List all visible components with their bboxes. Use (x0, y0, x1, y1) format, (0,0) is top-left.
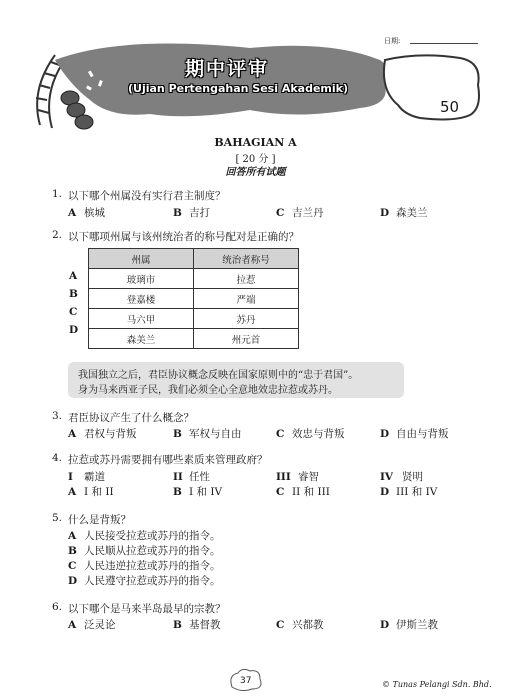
option-d[interactable]: D 人民遵守拉惹或苏丹的指令。 (68, 575, 221, 587)
state-ruler-table (88, 248, 299, 349)
option-c[interactable]: C 吉兰丹 (276, 207, 324, 219)
table-cell: 玻璃市 (89, 269, 194, 289)
score-bubble (384, 55, 479, 119)
stimulus-text: 我国独立之后，君臣协议概念反映在国家原则中的“忠于君国”。 (78, 370, 359, 381)
table-cell: 州元首 (194, 329, 299, 349)
section-marks: [ 20 分 ] (235, 154, 276, 165)
option-a[interactable]: A 泛灵论 (68, 619, 116, 631)
table-header-row (89, 249, 299, 269)
question-number: 6. (52, 601, 63, 613)
table-header: 统治者称号 (194, 249, 299, 269)
statement-item: II 任性 (173, 471, 210, 483)
option-c[interactable]: C 兴都教 (276, 619, 324, 631)
question-number: 3. (52, 410, 63, 422)
option-c[interactable]: C 效忠与背叛 (276, 428, 345, 440)
question-text: 什么是背叛？ (68, 514, 131, 526)
table-row (89, 269, 299, 289)
table-row (89, 309, 299, 329)
option-a[interactable]: A (69, 270, 78, 282)
statement-item: I 霸道 (68, 471, 105, 483)
section-title: BAHAGIAN A (214, 136, 297, 149)
table-header: 州属 (89, 249, 194, 269)
table-cell: 森美兰 (89, 329, 194, 349)
table-cell: 严端 (194, 289, 299, 309)
question-text: 以下哪个是马来半岛最早的宗教？ (68, 603, 226, 615)
option-d[interactable]: D III 和 IV (380, 486, 438, 498)
option-d[interactable]: D (69, 324, 79, 336)
option-b[interactable]: B 吉打 (173, 207, 210, 219)
question-text: 以下哪项州属与该州统治者的称号配对是正确的？ (68, 231, 299, 243)
copyright: © Tunas Pelangi Sdn. Bhd. (382, 680, 492, 689)
stimulus-box (68, 362, 404, 398)
table-cell: 拉惹 (194, 269, 299, 289)
stimulus-text: 身为马来西亚子民，我们必须全心全意地效忠拉惹或苏丹。 (78, 385, 338, 396)
table-cell: 马六甲 (89, 309, 194, 329)
option-a[interactable]: A 君权与背叛 (68, 428, 137, 440)
option-a[interactable]: A 槟城 (68, 207, 105, 219)
table-row (89, 289, 299, 309)
option-d[interactable]: D 自由与背叛 (380, 428, 449, 440)
page-subtitle: (Ujian Pertengahan Sesi Akademik) (128, 82, 348, 95)
option-d[interactable]: D 森美兰 (380, 207, 428, 219)
option-c[interactable]: C II 和 III (276, 486, 330, 498)
question-text: 拉惹或苏丹需要拥有哪些素质来管理政府？ (68, 454, 268, 466)
option-c[interactable]: C (69, 306, 78, 318)
question-number: 2. (52, 229, 63, 241)
question-number: 1. (52, 188, 63, 200)
question-text: 君臣协议产生了什么概念？ (68, 412, 194, 424)
option-c[interactable]: C 人民违逆拉惹或苏丹的指令。 (68, 560, 221, 572)
statement-item: IV 贤明 (380, 471, 423, 483)
table-row (89, 329, 299, 349)
question-number: 5. (52, 512, 63, 524)
option-b[interactable]: B 基督教 (173, 619, 221, 631)
option-a[interactable]: A I 和 II (68, 486, 114, 498)
statement-item: III 睿智 (276, 471, 319, 483)
question-number: 4. (52, 452, 63, 464)
date-label: 日期: (384, 37, 401, 45)
option-a[interactable]: A 人民接受拉惹或苏丹的指令。 (68, 530, 221, 542)
total-score: 50 (440, 98, 460, 116)
table-cell: 登嘉楼 (89, 289, 194, 309)
option-b[interactable]: B 人民顺从拉惹或苏丹的指令。 (68, 545, 221, 557)
option-b[interactable]: B I 和 IV (173, 486, 223, 498)
table-cell: 苏丹 (194, 309, 299, 329)
page-title: 期中评审 (185, 58, 270, 80)
option-d[interactable]: D 伊斯兰教 (380, 619, 438, 631)
section-instruction: 回答所有试题 (225, 167, 286, 178)
question-text: 以下哪个州属没有实行君主制度？ (68, 190, 226, 202)
option-b[interactable]: B (69, 288, 78, 300)
page-number: 37 (240, 676, 252, 686)
option-b[interactable]: B 军权与自由 (173, 428, 242, 440)
